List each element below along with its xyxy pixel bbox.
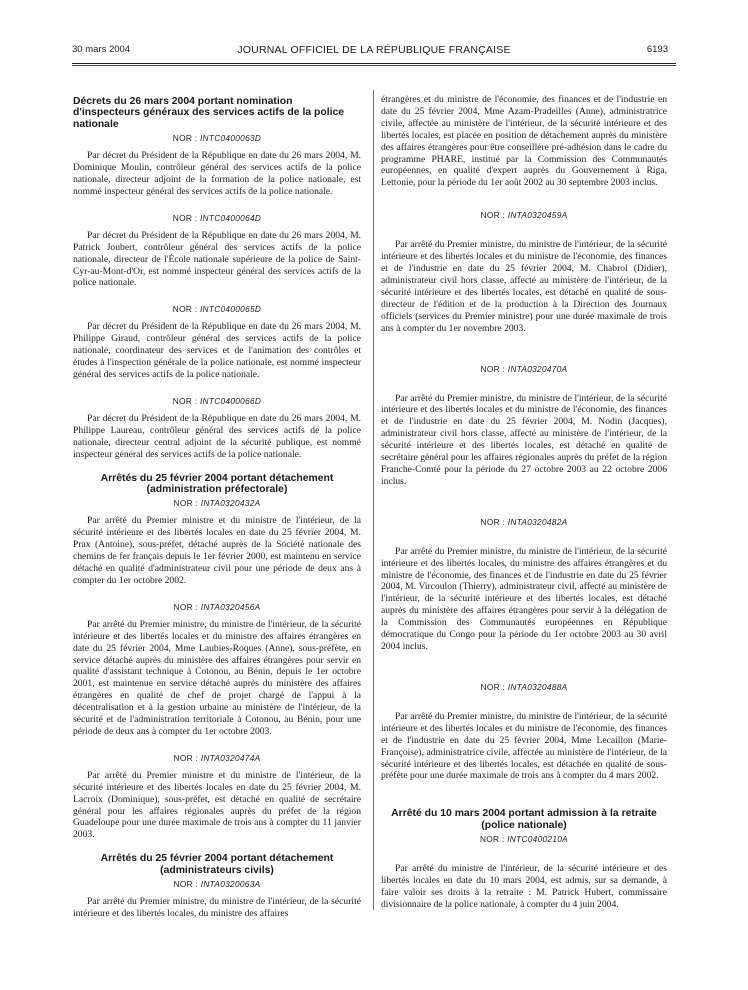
header-page-number: 6193	[646, 44, 668, 55]
nor-label: NOR :	[173, 498, 199, 509]
decree-paragraph: Par arrêté du ministre de l'intérieur, de la sécurité intérieure et des libertés locales en date du 10 mars 2004, est admis, sur sa demande, à faire valoir ses droits à la retraite : M. Patrick Hubert, commissaire divisionnaire de la police nationale, à compter du 4 juin 2004.	[381, 863, 667, 910]
decree-paragraph: Par décret du Président de la République en date du 26 mars 2004, M. Dominique Moulin, contrôleur général des services actifs de la police nationale, directeur adjoint de la formation de la police nationale, est nommé inspecteur général des services actifs de la police nationale.	[73, 150, 361, 197]
decree-paragraph-continued: étrangères et du ministre de l'économie, des finances et de l'industrie en date du 25 février 2004, Mme Azam-Pradeilles (Anne), administratrice civile, affectée au ministère de l'intérieur, de la sécurité intérieure et des libertés locales, est placée en position de détachement auprès du ministère des affaires étrangères pour être conseillère pré-adhésion dans le cadre du programme PHARE, institué par la Commission des Communautés européennes, en qualité d'expert auprès du Gouvernement à Riga, Lettonie, pour la période du 1er août 2002 au 30 septembre 2003 inclus.	[381, 94, 667, 189]
section-subheading: (administrateurs civils)	[160, 864, 274, 876]
nor-reference	[73, 879, 361, 889]
header-title: JOURNAL OFFICIEL DE LA RÉPUBLIQUE FRANÇAISE	[237, 44, 511, 56]
decree-paragraph: Par arrêté du Premier ministre et du ministre de l'intérieur, de la sécurité intérieure et des libertés locales en date du 25 février 2004, M. Lacroix (Dominique), sous-préfet, est détaché en qualité de secrétaire général pour les affaires régionales auprès du préfet de la région Guadeloupe pour une durée maximale de trois ans à compter du 11 janvier 2003.	[73, 769, 361, 841]
nor-reference	[73, 396, 361, 406]
nor-code: INTC0400066D	[199, 395, 262, 406]
decree-paragraph: Par arrêté du Premier ministre, du ministre de l'intérieur, de la sécurité intérieure et des libertés locales et du ministre des affaires étrangères en date du 25 février 2004, Mme Laubies-Roques (Anne), sous-préfète, en service détaché auprès du ministère des affaires étrangères pour servir en qualité d'assistant technique à Cotonou, au Bénin, depuis le 1er octobre 2001, est maintenue en service détaché auprès du ministère des affaires étrangères en qualité de chef de projet chargé de l'appui à la décentralisation et à la gestion urbaine au ministère de l'intérieur, de la sécurité et de l'administration territoriale à Cotonou, au Bénin, pour une période de deux ans à compter du 1er octobre 2003.	[73, 618, 361, 737]
nor-code: INTA0320488A	[507, 681, 568, 692]
nor-reference	[381, 834, 667, 844]
header-date: 30 mars 2004	[72, 44, 131, 55]
nor-code: INTC0400065D	[199, 304, 262, 315]
nor-label: NOR :	[173, 601, 199, 612]
section-heading: Arrêté du 10 mars 2004 portant admission à la retraite	[391, 808, 657, 820]
nor-reference	[381, 682, 667, 692]
nor-code: INTA0320063A	[200, 879, 261, 890]
nor-code: INTA0320474A	[200, 752, 261, 763]
decree-paragraph: Par arrêté du Premier ministre, du ministre de l'intérieur, de la sécurité intérieure et des libertés locales, du ministre des affaires étrangères et du ministre de l'économie, des finances et de l'industrie en date du 25 février 2004, M. Vircoulon (Thierry), administrateur civil, affecté au ministère de l'intérieur, de la sécurité intérieure et des libertés locales, est détaché auprès du ministère des affaires étrangères pour servir à la délégation de la Commission des Communautés européennes en République démocratique du Congo pour la période du 1er octobre 2003 au 30 avril 2004 inclus.	[381, 545, 667, 652]
decree-paragraph: Par décret du Président de la République en date du 26 mars 2004, M. Philippe Laureau, contrôleur général des services actifs de la police nationale, directeur central adjoint de la sécurité publique, est nommé inspecteur général des services actifs de la police nationale.	[73, 412, 361, 460]
nor-label: NOR :	[172, 212, 198, 223]
decree-paragraph: Par arrêté du Premier ministre, du ministre de l'intérieur, de la sécurité intérieure et des libertés locales et du ministre de l'économie, des finances et de l'industrie en date du 25 février 2004, Mme Lecaillon (Marie-Françoise), administratrice civile, affectée au ministère de l'intérieur, de la sécurité intérieure et des libertés locales, est détachée en qualité de sous-préfète pour une durée maximale de trois ans à compter du 4 mars 2002.	[381, 710, 667, 782]
nor-code: INTA0320432A	[200, 498, 261, 509]
header-rule	[72, 63, 676, 64]
nor-label: NOR :	[480, 834, 505, 845]
nor-code: INTA0320470A	[507, 363, 568, 374]
nor-reference	[73, 304, 361, 314]
nor-label: NOR :	[172, 304, 198, 315]
nor-label: NOR :	[172, 133, 198, 144]
nor-label: NOR :	[173, 752, 199, 763]
left-column	[73, 96, 361, 920]
nor-reference	[73, 213, 361, 223]
section-subheading: (police nationale)	[481, 819, 567, 831]
header-rule-thin	[72, 65, 676, 66]
section-subheading: (administration préfectorale)	[146, 483, 288, 495]
section-heading: Arrêtés du 25 février 2004 portant détachement	[100, 472, 334, 484]
nor-code: INTA0320456A	[200, 601, 261, 612]
decree-paragraph: Par arrêté du Premier ministre, du ministre de l'intérieur, de la sécurité intérieure et des libertés locales, du ministre des affaires	[73, 896, 361, 919]
section-heading: Arrêtés du 25 février 2004 portant détachement	[100, 853, 334, 865]
nor-reference	[381, 210, 667, 220]
nor-reference	[73, 753, 361, 763]
decree-paragraph: Par décret du Président de la République en date du 26 mars 2004, M. Philippe Giraud, contrôleur général des services actifs de la police nationale, coordinateur des services et de l'animation des contrôles et études à l'inspection générale de la police nationale, est nommé inspecteur général des services actifs de la police nationale.	[73, 321, 361, 380]
nor-code: INTC0400210A	[507, 834, 568, 845]
nor-reference	[73, 498, 361, 508]
nor-label: NOR :	[173, 879, 199, 890]
nor-reference	[381, 517, 667, 527]
nor-reference	[73, 602, 361, 612]
decree-paragraph: Par arrêté du Premier ministre et du ministre de l'intérieur, de la sécurité intérieure et des libertés locales en date du 25 février 2004, M. Prax (Antoine), sous-préfet, détaché auprès de la Société nationale des chemins de fer français depuis le 1er février 2000, est maintenu en service détaché en qualité d'administrateur civil pour une période de deux ans à compter du 1er octobre 2002.	[73, 515, 361, 586]
nor-code: INTA0320482A	[507, 516, 568, 527]
nor-label: NOR :	[480, 363, 506, 374]
section-heading: Décrets du 26 mars 2004 portant nomination d'inspecteurs généraux des services actifs de la police nationale	[73, 96, 345, 130]
nor-code: INTC0400064D	[199, 212, 262, 223]
decree-paragraph: Par décret du Président de la République en date du 26 mars 2004, M. Patrick Joubert, contrôleur général des services actifs de la police nationale, directeur de l'École nationale supérieure de la police de Saint-Cyr-au-Mont-d'Or, est nommé inspecteur général des services actifs de la police nationale.	[73, 229, 361, 289]
nor-reference	[73, 133, 361, 143]
decree-paragraph: Par arrêté du Premier ministre, du ministre de l'intérieur, de la sécurité intérieure et des libertés locales et du ministre de l'économie, des finances et de l'industrie en date du 25 février 2004, M. Nodin (Jacques), administrateur civil hors classe, affecté au ministère de l'intérieur, de la sécurité intérieure et des libertés locales, est détaché en qualité de secrétaire général pour les affaires régionales auprès du préfet de la région Franche-Comté pour la période du 27 octobre 2003 au 22 octobre 2006 inclus.	[381, 392, 667, 487]
nor-label: NOR :	[480, 210, 506, 221]
nor-label: NOR :	[480, 681, 506, 692]
nor-label: NOR :	[480, 516, 506, 527]
right-column	[381, 94, 667, 911]
column-separator	[373, 90, 374, 910]
nor-code: INTA0320459A	[507, 210, 568, 221]
nor-code: INTC0400063D	[199, 133, 262, 144]
nor-reference	[381, 364, 667, 374]
decree-paragraph: Par arrêté du Premier ministre, du ministre de l'intérieur, de la sécurité intérieure et des libertés locales et du ministre de l'économie, des finances et de l'industrie en date du 25 février 2004, M. Chabrol (Didier), administrateur civil hors classe, affecté au ministère de l'intérieur, de la sécurité intérieure et des libertés locales, est détaché en qualité de sous-directeur de l'édition et de la production à la Direction des Journaux officiels (services du Premier ministre) pour une durée maximale de trois ans à compter du 1er novembre 2003.	[381, 239, 667, 334]
nor-label: NOR :	[172, 395, 198, 406]
